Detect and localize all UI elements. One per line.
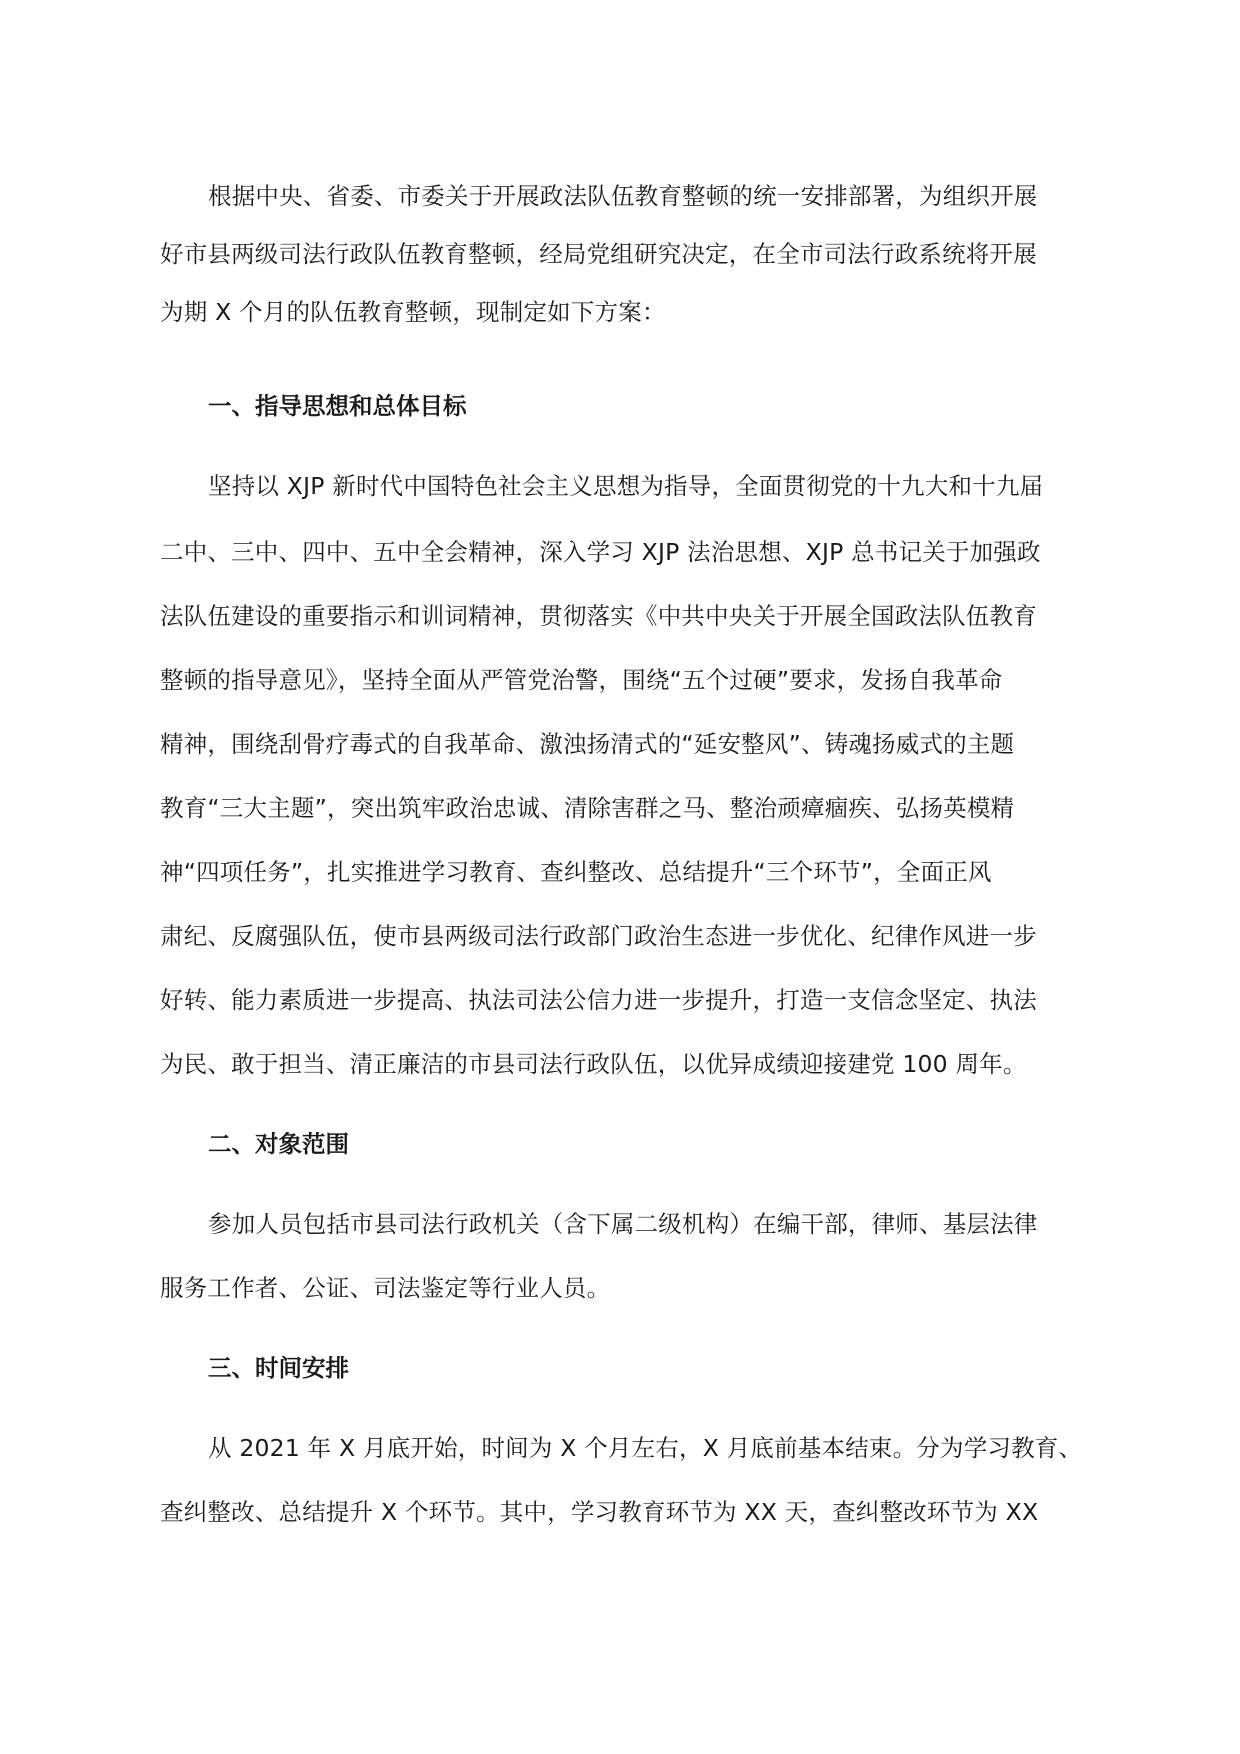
section3-line-1: 从 2021 年 X 月底开始，时间为 X 个月左右，X 月底前基本结束。分为学习教育、 [208,1434,1083,1462]
intro-line-1: 根据中央、省委、市委关于开展政法队伍教育整顿的统一安排部署，为组织开展 [208,182,1038,210]
section1-heading: 一、指导思想和总体目标 [208,392,467,420]
intro-line-2: 好市县两级司法行政队伍教育整顿，经局党组研究决定，在全市司法行政系统将开展 [160,240,1037,268]
section2-heading: 二、对象范围 [208,1130,349,1158]
section3-heading: 三、时间安排 [208,1354,349,1382]
section1-line-8: 肃纪、反腐强队伍，使市县两级司法行政部门政治生态进一步优化、纪律作风进一步 [160,922,1037,950]
section1-line-9: 好转、能力素质进一步提高、执法司法公信力进一步提升，打造一支信念坚定、执法 [160,986,1037,1014]
section1-line-1: 坚持以 XJP 新时代中国特色社会主义思想为指导，全面贯彻党的十九大和十九届 [208,472,1044,500]
section2-line-2: 服务工作者、公证、司法鉴定等行业人员。 [160,1274,611,1302]
section1-line-10: 为民、敢于担当、清正廉洁的市县司法行政队伍，以优异成绩迎接建党 100 周年。 [160,1050,1027,1078]
intro-line-3: 为期 X 个月的队伍教育整顿，现制定如下方案： [160,298,666,326]
section1-line-7: 神“四项任务”，扎实推进学习教育、查纠整改、总结提升“三个环节”，全面正风 [160,858,992,886]
section1-line-5: 精神，围绕刮骨疗毒式的自我革命、激浊扬清式的“延安整风”、铸魂扬威式的主题 [160,730,1015,758]
section3-line-2: 查纠整改、总结提升 X 个环节。其中，学习教育环节为 XX 天，查纠整改环节为 XX [160,1498,1039,1526]
section1-line-6: 教育“三大主题”，突出筑牢政治忠诚、清除害群之马、整治顽瘴痼疾、弘扬英模精 [160,794,1015,822]
section2-line-1: 参加人员包括市县司法行政机关（含下属二级机构）在编干部，律师、基层法律 [208,1210,1038,1238]
section1-line-2: 二中、三中、四中、五中全会精神，深入学习 XJP 法治思想、XJP 总书记关于加强政 [160,538,1041,566]
section1-line-3: 法队伍建设的重要指示和训词精神，贯彻落实《中共中央关于开展全国政法队伍教育 [160,602,1037,630]
section1-line-4: 整顿的指导意见》，坚持全面从严管党治警，围绕“五个过硬”要求，发扬自我革命 [160,666,1003,694]
